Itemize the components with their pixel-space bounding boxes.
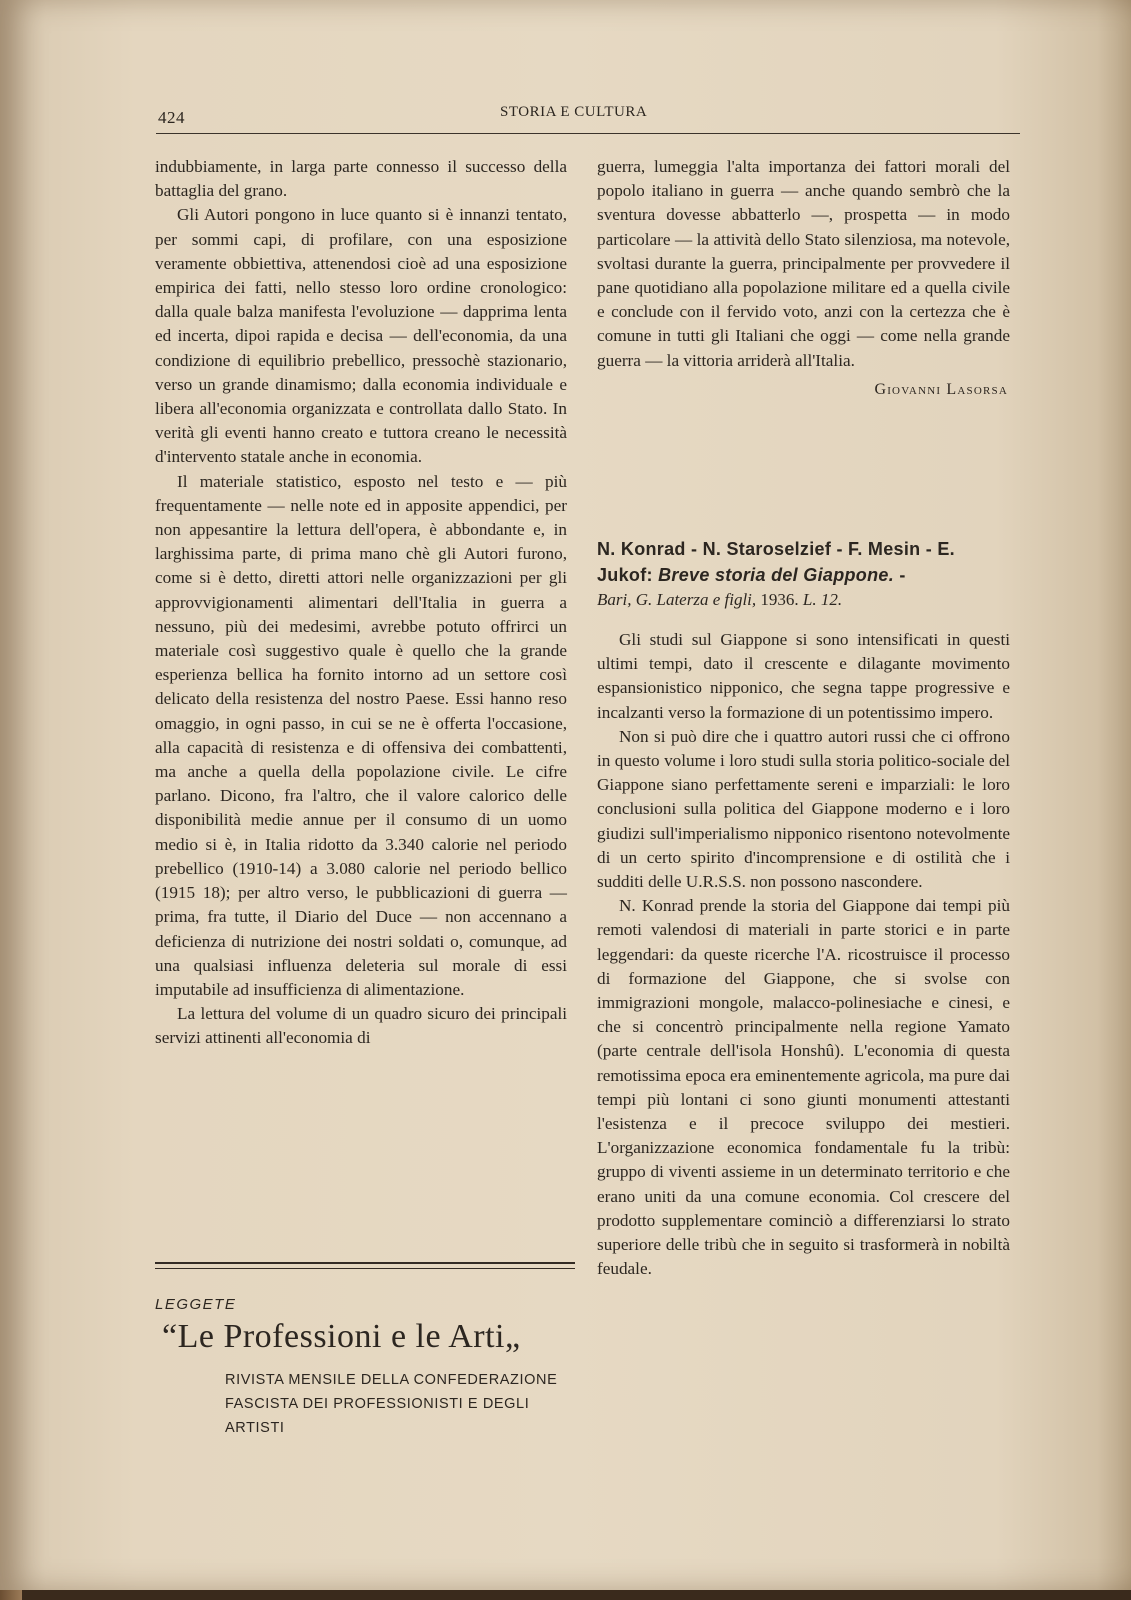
ad-rule [155, 1262, 575, 1264]
review-price: L. 12. [802, 590, 843, 609]
running-title: STORIA E CULTURA [500, 104, 648, 120]
left-column [155, 155, 567, 1051]
paragraph: guerra, lumeggia l'alta importanza dei fattori morali del popolo italiano in guerra — anche quando sembrò che la sventura dovesse abbatterlo —, prospetta — in modo particolare — la attività dello Stato silenziosa, ma notevole, svoltasi durante la guerra, principalmente per provvedere il pane quotidiano alla popolazione militare ed a quella civile e conclude con il fervido voto, anzi con la certezza che è comune in tutti gli Italiani che oggi — come nella grande guerra — la vittoria arriderà all'Italia. [597, 157, 1010, 370]
review-body [597, 628, 1010, 1281]
review-publication [597, 588, 1010, 612]
header-rule [156, 133, 1020, 134]
right-column [597, 155, 1010, 399]
paragraph: Gli Autori pongono in luce quanto si è innanzi tentato, per sommi capi, di profilare, con una esposizione veramente obbiettiva, attenendosi cioè ad una esposizione empirica dei fatti, nello stesso loro ordine cronologico: dalla quale balza manifesta l'evoluzione — dapprima lenta ed incerta, dipoi rapida e decisa — dell'economia, da una condizione di equilibrio prebellico, pressochè stazionario, verso un grande dinamismo; dalla economia individuale e libera all'economia organizzata e controllata dallo Stato. In verità gli eventi hanno creato e tuttora creano le necessità d'intervento statale anche in economia. [155, 205, 567, 467]
citation-separator: - [899, 565, 906, 585]
author-signature: Giovanni Lasorsa [874, 380, 1008, 398]
paragraph: N. Konrad prende la storia del Giappone dai tempi più remoti valendosi di materiali in parte storici e in parte leggendari: da queste ricerche l'A. ricostruisce il processo di formazione del Giappone, che si svolse con immigrazioni mongole, malacco-polinesiache e cinesi, e che si concentrò principalmente nella regione Yamato (parte centrale dell'isola Honshû). L'economia di questa remotissima epoca era eminentemente agricola, ma pure dai tempi più lontani ci sono giunti monumenti attestanti l'esistenza e il precoce sviluppo dei mestieri. L'organizzazione economica fondamentale fu la tribù: gruppo di viventi assieme in un determinato territorio e che erano uniti da una comune economia. Col crescere del prodotto supplementare cominciò a differenziarsi lo strato superiore delle tribù che in seguito si trasformerà in nobiltà feudale. [597, 896, 1010, 1279]
paragraph: Il materiale statistico, esposto nel testo e — più frequentamente — nelle note ed in apposite appendici, per non appesantire la lettura dell'opera, è abbondante e, in larghissima parte, di prima mano chè gli Autori furono, come si è detto, diretti attori nelle organizzazioni per gli approvvigionamenti alimentari dell'Italia in guerra a nessuno, più dei medesimi, avrebbe potuto offrirci un materiale così suggestivo quale è quello che la grande esperienza bellica ha fornito intorno ad un settore così delicato della resistenza del nostro Paese. Essi hanno reso omaggio, in ogni passo, in cui se ne è offerta l'occasione, alla capacità di resistenza e di offensiva dei combattenti, ma anche a quella della popolazione civile. Le cifre parlano. Dicono, fra l'altro, che il valore calorico delle disponibilità medie annue per il consumo di un uomo medio si è, in Italia ridotto da 3.340 calorie nel periodo prebellico (1910-14) a 3.080 calorie nel periodo bellico (1915 18); per altro verso, le pubblicazioni di guerra — prima, fra tutte, il Diario del Duce — non accennano a deficienza di nutrizione dei nostri soldati o, comunque, ad una qualsiasi influenza deleteria sul morale di essi imputabile ad insufficienza di alimentazione. [155, 471, 567, 999]
paragraph: Gli studi sul Giappone si sono intensificati in questi ultimi tempi, dato il crescente e dilagante movimento espansionistico nipponico, che segna tappe progressive e incalzanti verso la formazione di un potentissimo impero. [597, 630, 1010, 722]
review-authors: N. Konrad - N. Staroselzief - F. Mesin - E. Jukof: [597, 539, 955, 585]
page-number: 424 [158, 108, 185, 127]
ad-kicker: LEGGETE [155, 1296, 237, 1313]
ad-title: “Le Professioni e le Arti„ [162, 1318, 521, 1355]
paragraph: La lettura del volume di un quadro sicuro dei principali servizi attinenti all'economia di [155, 1004, 567, 1048]
ad-rule [155, 1268, 575, 1269]
review-heading [597, 536, 1010, 612]
paragraph: Non si può dire che i quattro autori russi che ci offrono in questo volume i loro studi sulla storia politico-sociale del Giappone siano perfettamente sereni e imparziali: le loro conclusioni sulla politica del Giappone moderno e i loro giudizi sull'imperialismo nipponico risentono notevolmente di un certo spirito d'incomprensione e di ostilità che i sudditi delle U.R.S.S. non possono nascondere. [597, 726, 1010, 892]
paragraph: indubbiamente, in larga parte connesso il successo della battaglia del grano. [155, 157, 567, 201]
review-book-title: Breve storia del Giappone. [658, 565, 894, 585]
ad-subtitle: RIVISTA MENSILE DELLA CONFEDERAZIONE FASCISTA DEI PROFESSIONISTI E DEGLI ARTISTI [225, 1372, 558, 1436]
review-citation [597, 536, 1010, 588]
review-year: 1936. [760, 590, 799, 609]
review-publisher: Bari, G. Laterza e figli, [597, 590, 757, 609]
